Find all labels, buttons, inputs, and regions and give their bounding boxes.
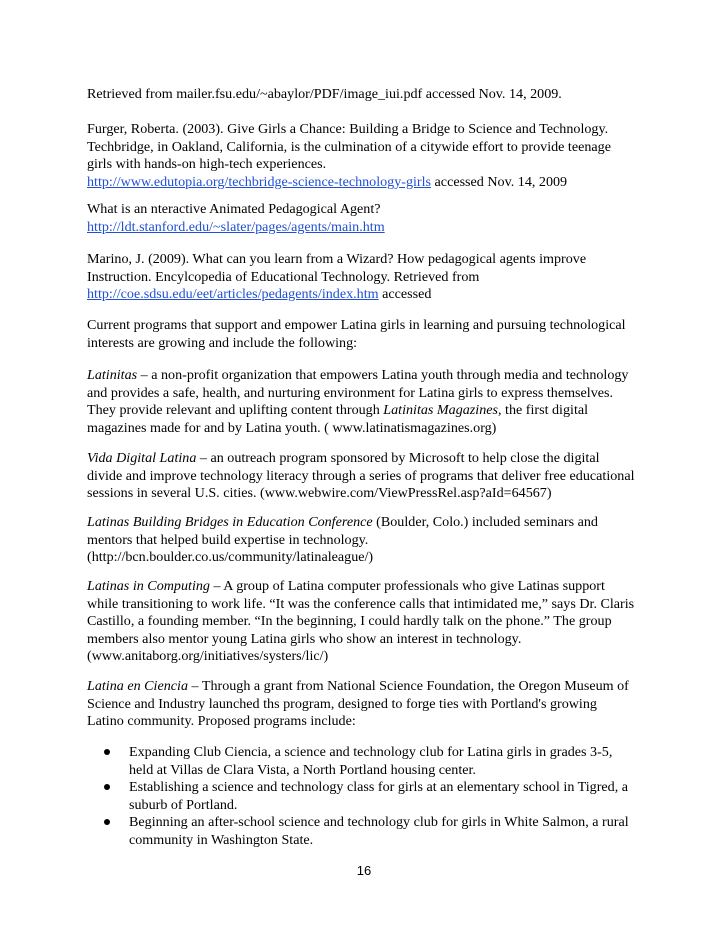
paragraph-line: members also mentor young Latina girls who show an interest in technology. bbox=[87, 630, 522, 647]
program-latinas-in-computing: Latinas in Computing – A group of Latina computer professionals who give Latinas support while transitioning to work life. “It was the conference calls that intimidated me,” says Dr. Claris Castillo, a founding member. “In the beginning, I could hardly talk on the phone.” The group members also mentor young Latina girls who show an interest in technology. (www.anitaborg.org/initiatives/systers/lic/) bbox=[87, 578, 667, 666]
reference-text: Retrieved from mailer.fsu.edu/~abaylor/PDF/image_iui.pdf accessed Nov. 14, 2009. bbox=[87, 86, 562, 102]
reference-text: Marino, J. (2009). What can you learn from a Wizard? How pedagogical agents improve bbox=[87, 251, 587, 267]
edutopia-link[interactable]: http://www.edutopia.org/techbridge-science-technology-girls bbox=[87, 173, 432, 190]
program-name: Latinas in Computing bbox=[87, 578, 210, 594]
paragraph-line: and provides a safe, health, and nurturing environment for Latina girls to express themselves. bbox=[87, 384, 614, 401]
access-date: accessed Nov. 14, 2009 bbox=[431, 173, 568, 190]
program-vida-digital-latina: Vida Digital Latina – an outreach program sponsored by Microsoft to help close the digital divide and improve technology literacy through a series of programs that deliver free educational sessions in several U.S. cities. (www.webwire.com/ViewPressRel.asp?aId=64567) bbox=[87, 450, 667, 503]
paragraph-line: (www.anitaborg.org/initiatives/systers/lic/) bbox=[87, 648, 329, 665]
page-number: 16 bbox=[356, 863, 372, 878]
program-name: Latinas Building Bridges in Education Conference bbox=[87, 514, 373, 530]
access-note: accessed bbox=[378, 286, 432, 303]
list-item: Beginning an after-school science and technology club for girls in White Salmon, a rural community in Washington State. bbox=[87, 814, 667, 849]
bullet-icon bbox=[104, 784, 110, 790]
paragraph-line: Castillo, a founding member. “In the beginning, I could hardly talk on the phone.” The group bbox=[87, 613, 612, 630]
paragraph-line: Current programs that support and empower Latina girls in learning and pursuing technological bbox=[87, 317, 626, 333]
bullet-icon bbox=[104, 819, 110, 825]
intro-paragraph bbox=[87, 317, 667, 352]
paragraph-line: divide and improve technology literacy through a series of programs that deliver free educational bbox=[87, 467, 635, 484]
sdsu-link[interactable]: http://coe.sdsu.edu/eet/articles/pedagents/index.htm bbox=[87, 286, 379, 303]
list-item: Expanding Club Ciencia, a science and technology club for Latina girls in grades 3-5, held at Villas de Clara Vista, a North Portland housing center. bbox=[87, 744, 667, 779]
paragraph-line: (http://bcn.boulder.co.us/community/latinaleague/) bbox=[87, 549, 374, 566]
reference-text: Techbridge, in Oakland, California, is the culmination of a citywide effort to provide teenage bbox=[87, 138, 611, 155]
proposed-programs-list bbox=[87, 744, 667, 850]
magazine-title: Latinitas Magazines bbox=[383, 402, 498, 419]
reference-furger bbox=[87, 121, 667, 191]
program-name: Latina en Ciencia bbox=[87, 678, 188, 694]
program-name: Vida Digital Latina bbox=[87, 450, 197, 466]
paragraph-line: interests are growing and include the following: bbox=[87, 334, 358, 351]
paragraph-line: sessions in several U.S. cities. (www.webwire.com/ViewPressRel.asp?aId=64567) bbox=[87, 485, 552, 502]
program-latinitas: Latinitas – a non-profit organization that empowers Latina youth through media and technology and provides a safe, health, and nurturing environment for Latina girls to express themselves. They provide relevant and uplifting content through Latinitas Magazines, the first digital magazines made for and by Latina youth. ( www.latinatismagazines.org) bbox=[87, 367, 667, 437]
reference-pedagogical-agent bbox=[87, 201, 667, 236]
reference-marino bbox=[87, 251, 667, 304]
paragraph-line: Science and Industry launched ths program, designed to forge ties with Portland's growing bbox=[87, 695, 597, 712]
reference-text: Furger, Roberta. (2003). Give Girls a Chance: Building a Bridge to Science and Technology. bbox=[87, 121, 609, 137]
reference-baylor bbox=[87, 86, 667, 104]
stanford-link[interactable]: http://ldt.stanford.edu/~slater/pages/agents/main.htm bbox=[87, 218, 385, 235]
paragraph-line: mentors that helped build expertise in technology. bbox=[87, 531, 369, 548]
program-building-bridges: Latinas Building Bridges in Education Conference (Boulder, Colo.) included seminars and mentors that helped build expertise in technology. (http://bcn.boulder.co.us/community/latinaleague/) bbox=[87, 514, 667, 567]
reference-text: What is an nteractive Animated Pedagogical Agent? bbox=[87, 201, 381, 217]
paragraph-line: while transitioning to work life. “It was the conference calls that intimidated me,” says Dr. Claris bbox=[87, 595, 635, 612]
program-latina-en-ciencia: Latina en Ciencia – Through a grant from National Science Foundation, the Oregon Museum of Science and Industry launched ths program, designed to forge ties with Portland's growing Latino community. Proposed programs include: bbox=[87, 678, 667, 731]
reference-text: Instruction. Encylcopedia of Educational Technology. Retrieved from bbox=[87, 268, 480, 285]
list-item: Establishing a science and technology class for girls at an elementary school in Tigred, a suburb of Portland. bbox=[87, 779, 667, 814]
reference-text: girls with hands-on high-tech experiences. bbox=[87, 156, 327, 173]
program-name: Latinitas bbox=[87, 367, 138, 383]
bullet-icon bbox=[104, 749, 110, 755]
paragraph-line: Latino community. Proposed programs include: bbox=[87, 713, 356, 730]
paragraph-line: magazines made for and by Latina youth. ( www.latinatismagazines.org) bbox=[87, 419, 497, 436]
